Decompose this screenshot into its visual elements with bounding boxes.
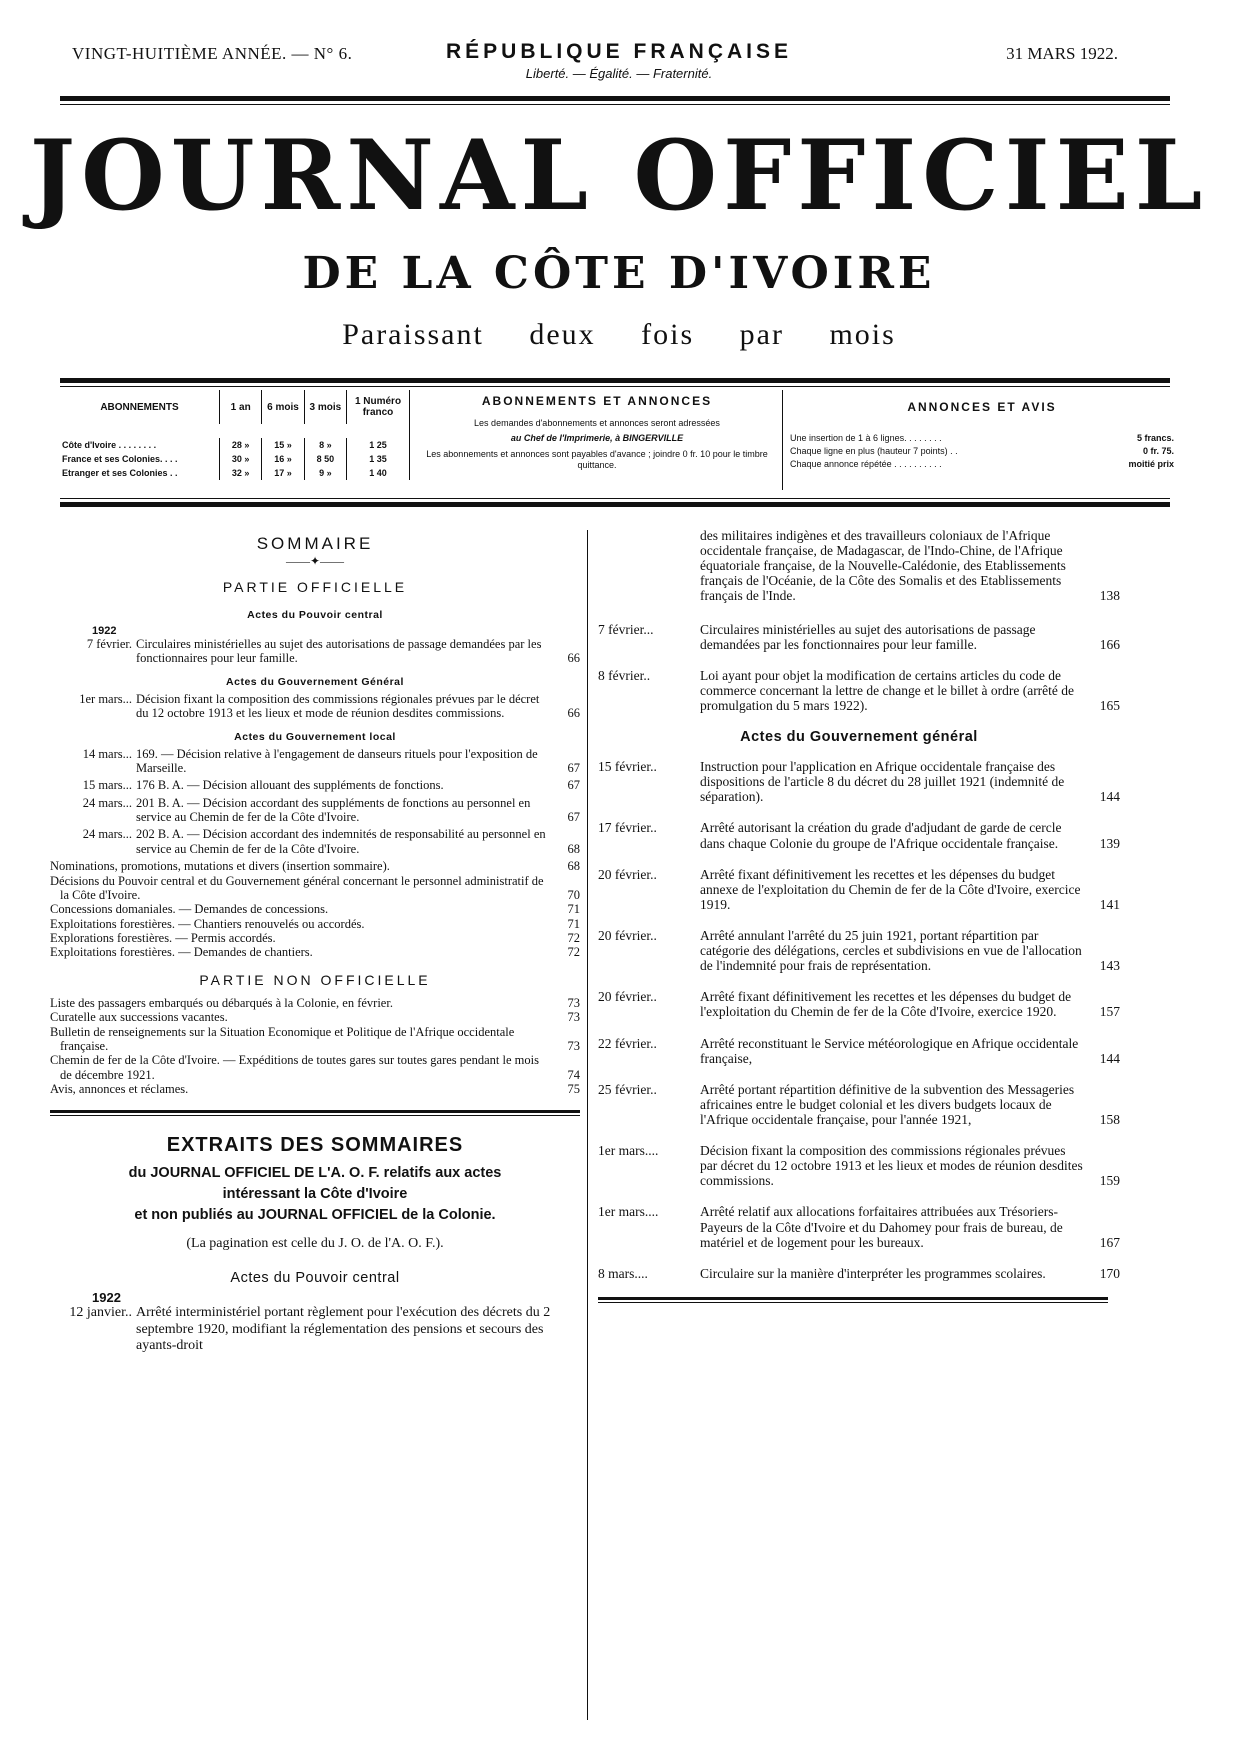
price-cell: 28 »	[220, 438, 262, 452]
band-rule-bottom-thin	[60, 498, 1170, 499]
table-row	[60, 438, 410, 452]
entry-page: 67	[567, 778, 580, 793]
entry-text: Décision fixant la composition des commissions régionales prévues par décret du 12 octobre 1913 et les lieux et modes de réunion desdites commissions.	[700, 1143, 1083, 1189]
entry-page: 73	[567, 1010, 580, 1025]
list-item	[50, 747, 580, 776]
list-item	[50, 931, 580, 945]
col-header: 3 mois	[304, 390, 346, 424]
list-item	[598, 1266, 1120, 1281]
section-rule	[50, 1110, 580, 1113]
subscription-heading: ABONNEMENTS	[60, 390, 220, 424]
entry-page: 167	[1099, 1234, 1120, 1250]
list-item	[598, 989, 1120, 1019]
entry-date: 20 février..	[598, 866, 657, 882]
entry-text: 201 B. A. — Décision accordant des suppléments de fonctions au personnel en service au Chemin de fer de la Côte d'Ivoire.	[136, 795, 531, 824]
section-heading: Actes du Gouvernement général	[740, 729, 978, 746]
list-item	[598, 928, 1120, 973]
rate-label: Une insertion de 1 à 6 lignes. . . . . . . .	[790, 433, 942, 443]
entry-text: Avis, annonces et réclames.	[50, 1082, 189, 1096]
year-label: 1922	[92, 625, 117, 637]
issue-date: 31 MARS 1922.	[1006, 44, 1118, 63]
entry-page: 158	[1099, 1111, 1120, 1127]
price-cell: 8 50	[304, 452, 346, 466]
entry-text: Décision fixant la composition des commissions régionales prévues par le décret du 12 octobre 1913 et les lieux et mode de réunion desdites commissions.	[136, 691, 540, 721]
price-cell: 30 »	[220, 452, 262, 466]
list-item	[50, 796, 580, 825]
rate-label: Chaque ligne en plus (hauteur 7 points) . .	[790, 446, 958, 457]
entry-text: Exploitations forestières. — Chantiers renouvelés ou accordés.	[50, 916, 365, 931]
entry-text: Exploitations forestières. — Demandes de chantiers.	[50, 945, 313, 960]
section-heading: Actes du Pouvoir central	[247, 609, 383, 621]
entry-text: Arrêté reconstituant le Service météorologique en Afrique occidentale française,	[700, 1035, 1079, 1066]
instructions-heading: ABONNEMENTS ET ANNONCES	[481, 394, 713, 408]
rate-price: 5 francs.	[1136, 433, 1174, 443]
list-item	[598, 820, 1120, 850]
entry-date: 15 mars...	[82, 778, 132, 793]
entry-page: 70	[567, 887, 580, 902]
entry-page: 72	[567, 931, 580, 945]
issue-number: VINGT-HUITIÈME ANNÉE. — N° 6.	[72, 44, 353, 63]
entry-page: 144	[1099, 789, 1120, 805]
band-rule-top	[60, 378, 1170, 383]
entry-date: 17 février..	[598, 820, 657, 836]
entry-text: Arrêté fixant définitivement les recettes et les dépenses du budget annexe de l'exploitation du Chemin de fer de la Côte d'Ivoire, exercice 1919.	[700, 866, 1081, 912]
col-header: 6 mois	[262, 390, 304, 424]
column-divider	[587, 530, 588, 1720]
entry-date: 8 mars....	[598, 1265, 648, 1281]
instructions-payment: Les abonnements et annonces sont payables d'avance ; joindre 0 fr. 10 pour le timbre quittance.	[426, 448, 768, 470]
list-item	[50, 1025, 580, 1054]
list-item	[50, 1053, 580, 1082]
rate-label: Chaque annonce répétée . . . . . . . . . .	[790, 459, 942, 470]
rate-price: 0 fr. 75.	[1142, 446, 1174, 457]
entry-text: Concessions domaniales. — Demandes de concessions.	[50, 902, 329, 917]
list-item	[598, 1036, 1120, 1066]
col-header: 1 Numéro franco	[347, 390, 410, 424]
table-row	[60, 452, 410, 466]
list-item	[50, 917, 580, 931]
publication-frequency: Paraissant deux fois par mois	[342, 318, 896, 351]
entry-page: 73	[567, 995, 580, 1010]
entry-date: 7 février.	[86, 637, 132, 651]
sommaire-title: SOMMAIRE	[256, 534, 374, 553]
entry-text: Circulaire sur la manière d'interpréter les programmes scolaires.	[700, 1265, 1046, 1281]
entry-text: Arrêté relatif aux allocations forfaitaires attribuées aux Trésoriers-Payeurs de la Côte d'Ivoire et du Dahomey pour frais de bureau, de matériel et de logement pour les bureaux.	[700, 1204, 1063, 1250]
section-rule-thin	[598, 1302, 1108, 1303]
list-item	[598, 622, 1120, 652]
entry-text: Nominations, promotions, mutations et divers (insertion sommaire).	[50, 859, 390, 874]
price-cell: 16 »	[262, 452, 304, 466]
pagination-note: (La pagination est celle du J. O. de l'A. O. F.).	[186, 1236, 444, 1252]
entry-page: 141	[1099, 896, 1120, 912]
entry-page: 71	[567, 902, 580, 917]
entry-text: Curatelle aux successions vacantes.	[50, 1010, 228, 1025]
price-cell: 17 »	[262, 466, 304, 480]
entry-text: Décisions du Pouvoir central et du Gouvernement général concernant le personnel administratif de la Côte d'Ivoire.	[50, 873, 544, 902]
year-label: 1922	[92, 1290, 121, 1306]
subscription-header-row	[60, 390, 410, 424]
list-item	[50, 859, 580, 873]
subscription-band	[60, 390, 1174, 494]
entry-page: 139	[1099, 835, 1120, 851]
entry-date: 7 février...	[598, 621, 654, 637]
price-cell: 1 35	[347, 452, 410, 466]
list-item	[598, 759, 1120, 804]
entry-page: 72	[567, 945, 580, 960]
table-row	[60, 424, 410, 438]
advert-heading: ANNONCES ET AVIS	[907, 400, 1057, 414]
list-item	[50, 1082, 580, 1096]
entry-page: 68	[567, 841, 580, 856]
section-heading: Actes du Gouvernement local	[234, 730, 396, 743]
entry-date	[598, 528, 700, 604]
entry-text: des militaires indigènes et des travailleurs coloniaux de l'Afrique occidentale française, de Madagascar, de l'Indo-Chine, de l'Afrique équatoriale française, de la Nouvelle-Calédonie, des Etablissements français de l'Océanie, de la Côte des Somalis et des Etablissements français de l'Inde.	[700, 528, 1066, 604]
left-column	[50, 530, 580, 1357]
list-item	[790, 458, 1174, 471]
journal-title: JOURNAL OFFICIEL	[29, 119, 1209, 232]
partie-non-officielle-heading: PARTIE NON OFFICIELLE	[199, 971, 431, 988]
entry-page: 165	[1099, 697, 1120, 713]
section-rule-thin	[50, 1115, 580, 1116]
entry-date: 22 février..	[598, 1035, 657, 1051]
entry-page: 170	[1099, 1265, 1120, 1281]
entry-text: Liste des passagers embarqués ou débarqués à la Colonie, en février.	[50, 995, 393, 1010]
entry-date: 14 mars...	[82, 746, 132, 761]
entry-date: 25 février..	[598, 1081, 657, 1097]
list-item	[598, 867, 1120, 912]
entry-text: 202 B. A. — Décision accordant des indemnités de responsabilité au personnel en service au Chemin de fer de la Côte d'Ivoire.	[136, 827, 546, 856]
entry-text: Arrêté interministériel portant règlement pour l'exécution des décrets du 2 septembre 1920, modifiant la réglementation des pensions et secours des ayants-droit	[136, 1305, 551, 1353]
rate-price: moitié prix	[1128, 459, 1174, 470]
entry-date: 12 janvier..	[69, 1305, 132, 1321]
advert-rates	[790, 390, 1174, 471]
masthead-rule-top	[60, 96, 1170, 101]
list-item	[790, 432, 1174, 445]
entry-page: 68	[567, 859, 580, 874]
subscription-instructions	[412, 390, 783, 490]
price-cell: 15 »	[262, 438, 304, 452]
instructions-address: au Chef de l'Imprimerie, à BINGERVILLE	[510, 433, 684, 444]
entry-text: Chemin de fer de la Côte d'Ivoire. — Expéditions de toutes gares sur toutes gares pendant le mois de décembre 1921.	[50, 1053, 539, 1082]
list-item	[50, 996, 580, 1010]
entry-date: 8 février..	[598, 667, 651, 683]
list-item	[790, 445, 1174, 458]
entry-date: 1er mars...	[79, 691, 132, 706]
entry-text: Arrêté portant répartition définitive de la subvention des Messageries africaines entre le budget colonial et les divers budgets locaux de l'Afrique occidentale française, pour l'année 1921,	[700, 1081, 1075, 1127]
list-item	[598, 1204, 1120, 1249]
entry-page: 67	[567, 810, 580, 824]
entry-page: 138	[1099, 588, 1120, 604]
section-heading: Actes du Pouvoir central	[230, 1270, 400, 1287]
entry-date: 1er mars....	[598, 1204, 659, 1220]
entry-date: 20 février..	[598, 927, 657, 943]
entry-page: 73	[567, 1038, 580, 1053]
price-cell: 8 »	[304, 438, 346, 452]
list-item	[50, 637, 580, 666]
entry-date: 1er mars....	[598, 1143, 659, 1159]
entry-page: 71	[567, 916, 580, 931]
entry-page: 66	[567, 706, 580, 721]
entry-text: Arrêté autorisant la création du grade d'adjudant de garde de cercle dans chaque Colonie du groupe de l'Afrique occidentale française.	[700, 820, 1062, 851]
list-item	[598, 528, 1120, 604]
entry-page: 75	[567, 1082, 580, 1096]
entry-text: Instruction pour l'application en Afrique occidentale française des dispositions de l'article 8 du décret du 28 juillet 1921 (indemnité de séparation).	[700, 759, 1065, 805]
subscription-table	[60, 390, 410, 480]
col-header: 1 an	[220, 390, 262, 424]
republic-title: RÉPUBLIQUE FRANÇAISE	[445, 40, 793, 63]
list-item	[50, 874, 580, 903]
entry-text: 176 B. A. — Décision allouant des suppléments de fonctions.	[136, 778, 444, 793]
extraits-title: EXTRAITS DES SOMMAIRES	[166, 1134, 464, 1157]
list-item	[598, 668, 1120, 713]
entry-date: 24 mars...	[82, 795, 132, 810]
list-item	[50, 945, 580, 959]
entry-page: 159	[1099, 1173, 1120, 1189]
entry-text: Loi ayant pour objet la modification de certains articles du code de commerce concernant la lettre de change et le billet à ordre (arrêté de promulgation du 5 mars 1922).	[700, 667, 1075, 713]
entry-text: Arrêté annulant l'arrêté du 25 juin 1921, portant répartition par catégorie des délégations, cercles et subdivisions en vue de l'allocation de l'indemnité pour frais de représentation.	[700, 927, 1082, 974]
journal-subtitle: DE LA CÔTE D'IVOIRE	[302, 248, 936, 299]
list-item	[50, 827, 580, 856]
entry-text: Circulaires ministérielles au sujet des autorisations de passage demandées par les fonctionnaires pour leur famille.	[700, 621, 1036, 652]
entry-page: 143	[1099, 958, 1120, 974]
list-item	[598, 1082, 1120, 1127]
republic-motto: Liberté. — Égalité. — Fraternité.	[525, 66, 713, 81]
price-cell: 9 »	[304, 466, 346, 480]
entry-date: 24 mars...	[82, 827, 132, 842]
instructions-text: Les demandes d'abonnements et annonces seront adressées	[474, 418, 720, 428]
region-cell: Etranger et ses Colonies . .	[60, 466, 220, 480]
price-cell: 1 25	[347, 438, 410, 452]
entry-text: Circulaires ministérielles au sujet des autorisations de passage demandées par les fonctionnaires pour leur famille.	[136, 637, 542, 666]
region-cell: Côte d'Ivoire . . . . . . . .	[60, 438, 220, 452]
table-row	[60, 466, 410, 480]
list-item	[50, 1010, 580, 1024]
list-item	[50, 692, 580, 721]
entry-page: 74	[567, 1067, 580, 1082]
entry-text: Bulletin de renseignements sur la Situation Economique et Politique de l'Afrique occidentale française.	[50, 1024, 515, 1053]
entry-text: Arrêté fixant définitivement les recettes et les dépenses du budget de l'exploitation du Chemin de fer de la Côte d'Ivoire, exercice 1920.	[700, 989, 1072, 1020]
extraits-line: intéressant la Côte d'Ivoire	[222, 1186, 408, 1203]
price-cell: 32 »	[220, 466, 262, 480]
entry-text: 169. — Décision relative à l'engagement de danseurs rituels pour l'exposition de Marseille.	[136, 746, 538, 775]
list-item	[50, 778, 580, 792]
ornament: ——✦——	[285, 554, 345, 568]
partie-officielle-heading: PARTIE OFFICIELLE	[222, 579, 408, 595]
entry-text: Explorations forestières. — Permis accordés.	[50, 931, 276, 945]
entry-page: 66	[567, 651, 580, 666]
list-item	[598, 1143, 1120, 1188]
extraits-line: du JOURNAL OFFICIEL DE L'A. O. F. relatifs aux actes	[128, 1165, 502, 1182]
band-rule-bottom	[60, 502, 1170, 507]
section-heading: Actes du Gouvernement Général	[226, 675, 404, 688]
entry-date: 20 février..	[598, 989, 657, 1005]
entry-page: 157	[1099, 1004, 1120, 1020]
price-cell: 1 40	[347, 466, 410, 480]
entry-page: 67	[567, 760, 580, 775]
entry-page: 144	[1099, 1050, 1120, 1066]
entry-page: 166	[1099, 636, 1120, 652]
list-item	[50, 902, 580, 916]
band-rule-top-thin	[60, 386, 1170, 387]
masthead-rule-top-thin	[60, 104, 1170, 105]
list-item	[50, 1305, 580, 1353]
region-cell: France et ses Colonies. . . .	[60, 452, 220, 466]
entry-date: 15 février..	[598, 759, 657, 775]
section-rule	[598, 1297, 1108, 1300]
right-column	[598, 528, 1120, 1303]
extraits-line: et non publiés au JOURNAL OFFICIEL de la Colonie.	[134, 1207, 496, 1224]
